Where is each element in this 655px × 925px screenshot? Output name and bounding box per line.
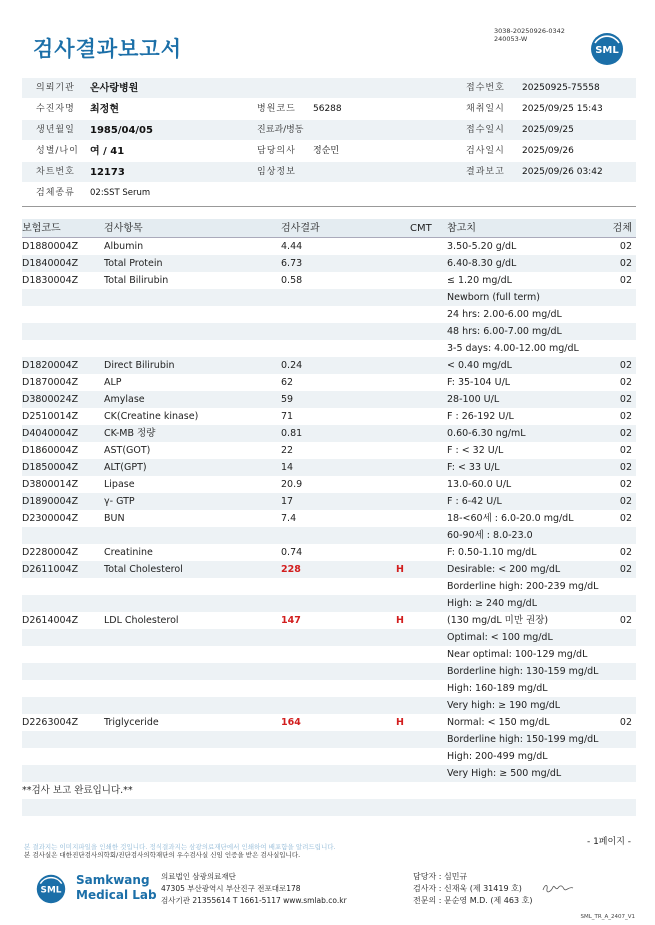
cell-item: AST(GOT): [104, 445, 151, 456]
signatory-line: 전문의 : 문순영 M.D. (제 463 호): [413, 896, 533, 905]
specimen-label: 검체종류: [36, 188, 75, 198]
address-line: 의료법인 삼광의료재단: [161, 872, 236, 881]
collect-label: 채취일시: [466, 104, 505, 114]
cell-code: D2300004Z: [22, 513, 79, 524]
test-date-value: 2025/09/26: [522, 146, 574, 156]
cell-item: Creatinine: [104, 547, 153, 558]
cell-result: 17: [281, 496, 294, 507]
doctor-label: 담당의사: [257, 146, 296, 156]
cell-ref: F : 6-42 U/L: [447, 496, 502, 507]
cell-ref: Borderline high: 130-159 mg/dL: [447, 666, 599, 677]
sml-logo-icon: [589, 31, 625, 67]
cell-ref: Optimal: < 100 mg/dL: [447, 632, 553, 643]
cell-code: D2263004Z: [22, 717, 79, 728]
cell-code: D1860004Z: [22, 445, 79, 456]
cell-ref: 18-<60세 : 6.0-20.0 mg/dL: [447, 513, 574, 524]
chart-label: 차트번호: [36, 167, 75, 177]
cell-code: D1830004Z: [22, 275, 79, 286]
test-date-label: 검사일시: [466, 146, 505, 156]
cell-spec: 02: [619, 564, 632, 575]
cell-spec: 02: [619, 615, 632, 626]
cell-spec: 02: [619, 241, 632, 252]
cell-result: 6.73: [281, 258, 303, 269]
info-row: [22, 120, 636, 141]
cell-ref: F: 0.50-1.10 mg/dL: [447, 547, 537, 558]
info-row: [22, 183, 636, 204]
cell-ref: Newborn (full term): [447, 292, 540, 303]
cell-ref: Near optimal: 100-129 mg/dL: [447, 649, 588, 660]
sexage-value: 여 / 41: [90, 146, 125, 157]
cell-ref: (130 mg/dL 미만 권장): [447, 615, 549, 626]
cell-result: 147: [281, 615, 301, 626]
cell-code: D1850004Z: [22, 462, 79, 473]
cell-code: D2510014Z: [22, 411, 79, 422]
logo-text: SML: [595, 45, 619, 56]
patient-info: [22, 78, 636, 204]
cell-result: 62: [281, 377, 294, 388]
cell-item: γ- GTP: [104, 496, 135, 507]
address-line: 47305 부산광역시 부산진구 전포대로178: [161, 884, 301, 893]
cell-item: Lipase: [104, 479, 135, 490]
cell-ref: < 0.40 mg/dL: [447, 360, 512, 371]
table-row: [22, 527, 636, 544]
cell-spec: 02: [619, 275, 632, 286]
info-row: [22, 78, 636, 99]
cell-ref: 13.0-60.0 U/L: [447, 479, 512, 490]
cell-code: D2611004Z: [22, 564, 79, 575]
cell-cmt: H: [396, 717, 404, 728]
cell-result: 59: [281, 394, 294, 405]
signatory-line: 검사자 : 신재욱 (제 31419 호): [413, 884, 522, 893]
table-row: [22, 680, 636, 697]
report-value: 2025/09/26 03:42: [522, 167, 603, 177]
specimen-value: 02:SST Serum: [90, 188, 151, 198]
cell-item: ALT(GPT): [104, 462, 147, 473]
cell-ref: F : 26-192 U/L: [447, 411, 514, 422]
sexage-label: 성별/나이: [36, 146, 79, 156]
cell-ref: 3-5 days: 4.00-12.00 mg/dL: [447, 343, 579, 354]
signatories: [413, 871, 532, 907]
divider: [22, 206, 636, 207]
cell-item: CK-MB 정량: [104, 428, 156, 439]
table-row: [22, 238, 636, 255]
table-row: [22, 357, 636, 374]
table-row: [22, 765, 636, 782]
table-row: [22, 374, 636, 391]
birth-value: 1985/04/05: [90, 125, 153, 136]
hosp-code-label: 병원코드: [257, 104, 296, 114]
cell-ref: 24 hrs: 2.00-6.00 mg/dL: [447, 309, 562, 320]
table-row: [22, 561, 636, 578]
lab-address: [161, 871, 347, 907]
table-row: [22, 323, 636, 340]
header-ref: 참고치: [447, 223, 476, 234]
cell-ref: 60-90세 : 8.0-23.0: [447, 530, 533, 541]
cell-spec: 02: [619, 360, 632, 371]
cell-ref: 6.40-8.30 g/dL: [447, 258, 517, 269]
cell-spec: 02: [619, 394, 632, 405]
sml-logo-icon: [35, 873, 67, 905]
patient-label: 수진자명: [36, 104, 75, 114]
table-row: [22, 629, 636, 646]
cell-item: LDL Cholesterol: [104, 615, 179, 626]
cell-result: 22: [281, 445, 294, 456]
cell-result: 228: [281, 564, 301, 575]
signature-image: [541, 881, 575, 895]
cell-item: Amylase: [104, 394, 145, 405]
cell-ref: Very High: ≥ 500 mg/dL: [447, 768, 562, 779]
cell-ref: Borderline high: 200-239 mg/dL: [447, 581, 599, 592]
cell-code: **검사 보고 완료입니다.**: [22, 785, 133, 796]
table-row: [22, 340, 636, 357]
table-row: [22, 476, 636, 493]
cell-spec: 02: [619, 258, 632, 269]
cell-item: Triglyceride: [104, 717, 159, 728]
cell-code: D3800014Z: [22, 479, 79, 490]
table-row: [22, 578, 636, 595]
header-code: 보험코드: [22, 223, 61, 234]
table-header: [22, 219, 636, 238]
info-row: [22, 141, 636, 162]
table-row: [22, 493, 636, 510]
print-notice: 본 결과지는 이미지파일을 인쇄한 것입니다. 정식결과지는 삼광의료재단에서 인쇄하여 배포함을 알려드립니다.: [24, 843, 336, 851]
cell-item: Total Cholesterol: [104, 564, 183, 575]
table-row: [22, 510, 636, 527]
cell-ref: High: ≥ 240 mg/dL: [447, 598, 537, 609]
cell-cmt: H: [396, 564, 404, 575]
table-row: [22, 272, 636, 289]
header-item: 검사항목: [104, 223, 143, 234]
cell-ref: ≤ 1.20 mg/dL: [447, 275, 512, 286]
cell-ref: F: < 33 U/L: [447, 462, 500, 473]
cell-spec: 02: [619, 462, 632, 473]
cell-code: D1880004Z: [22, 241, 79, 252]
recv-value: 2025/09/25: [522, 125, 574, 135]
form-code: SML_TR_A_2407_V1: [580, 914, 635, 920]
cell-code: D2280004Z: [22, 547, 79, 558]
brand-line: Samkwang: [76, 873, 150, 887]
cell-result: 0.24: [281, 360, 303, 371]
signatory-line: 담당자 : 심민규: [413, 872, 468, 881]
table-row: [22, 255, 636, 272]
doc-id-line: 3038-20250926-0342: [494, 27, 565, 35]
report-label: 결과보고: [466, 167, 505, 177]
table-row: [22, 391, 636, 408]
cell-ref: 28-100 U/L: [447, 394, 500, 405]
clinical-label: 임상정보: [257, 167, 296, 177]
cell-result: 0.58: [281, 275, 303, 286]
table-row: [22, 544, 636, 561]
cell-spec: 02: [619, 377, 632, 388]
table-row: [22, 748, 636, 765]
cell-spec: 02: [619, 717, 632, 728]
cell-result: 7.4: [281, 513, 297, 524]
cell-ref: Normal: < 150 mg/dL: [447, 717, 550, 728]
cell-ref: Desirable: < 200 mg/dL: [447, 564, 561, 575]
dept-label: 진료과/병동: [257, 125, 304, 135]
page-title: 검사결과보고서: [33, 37, 183, 61]
table-row: [22, 782, 636, 799]
patient-value: 최정현: [90, 104, 119, 115]
table-row: [22, 595, 636, 612]
receipt-no-value: 20250925-75558: [522, 83, 600, 93]
cell-item: ALP: [104, 377, 122, 388]
hospital-value: 온사랑병원: [90, 83, 139, 94]
cell-ref: 3.50-5.20 g/dL: [447, 241, 517, 252]
cell-result: 71: [281, 411, 294, 422]
cell-result: 164: [281, 717, 301, 728]
brand-line: Medical Lab: [76, 888, 157, 902]
address-line: 검사기관 21355614 T 1661-5117 www.smlab.co.kr: [161, 896, 347, 905]
header-result: 검사결과: [281, 223, 320, 234]
table-row: [22, 663, 636, 680]
cell-spec: 02: [619, 479, 632, 490]
cell-spec: 02: [619, 496, 632, 507]
table-row: [22, 425, 636, 442]
doctor-value: 정순민: [313, 146, 340, 156]
collect-value: 2025/09/25 15:43: [522, 104, 603, 114]
header-spec: 검체: [612, 223, 632, 234]
table-row: [22, 289, 636, 306]
info-row: [22, 162, 636, 183]
accreditation-notice: 본 검사실은 대한진단검사의학회/진단검사의학재단의 우수검사실 신임 인증을 받은 검사실입니다.: [24, 851, 301, 859]
cell-code: D1820004Z: [22, 360, 79, 371]
table-row: [22, 731, 636, 748]
recv-label: 접수일시: [466, 125, 505, 135]
table-row: [22, 612, 636, 629]
cell-spec: 02: [619, 513, 632, 524]
info-row: [22, 99, 636, 120]
table-body: [22, 238, 636, 816]
table-row: [22, 799, 636, 816]
table-row: [22, 459, 636, 476]
results-table: [22, 219, 636, 816]
cell-code: D3800024Z: [22, 394, 79, 405]
cell-code: D4040004Z: [22, 428, 79, 439]
table-row: [22, 646, 636, 663]
receipt-no-label: 접수번호: [466, 83, 505, 93]
table-row: [22, 714, 636, 731]
cell-item: CK(Creatine kinase): [104, 411, 199, 422]
table-row: [22, 697, 636, 714]
cell-result: 0.81: [281, 428, 303, 439]
cell-code: D1890004Z: [22, 496, 79, 507]
cell-item: Albumin: [104, 241, 144, 252]
document-id: [494, 27, 565, 43]
cell-ref: High: 200-499 mg/dL: [447, 751, 548, 762]
table-row: [22, 306, 636, 323]
cell-item: Total Bilirubin: [104, 275, 169, 286]
brand-name: [76, 873, 157, 903]
cell-ref: 48 hrs: 6.00-7.00 mg/dL: [447, 326, 562, 337]
cell-ref: Very high: ≥ 190 mg/dL: [447, 700, 561, 711]
cell-spec: 02: [619, 411, 632, 422]
cell-ref: Borderline high: 150-199 mg/dL: [447, 734, 599, 745]
cell-cmt: H: [396, 615, 404, 626]
cell-spec: 02: [619, 547, 632, 558]
table-row: [22, 408, 636, 425]
cell-result: 14: [281, 462, 294, 473]
hospital-label: 의뢰기관: [36, 83, 75, 93]
cell-ref: F: 35-104 U/L: [447, 377, 511, 388]
cell-spec: 02: [619, 428, 632, 439]
cell-item: BUN: [104, 513, 125, 524]
header-cmt: CMT: [410, 223, 432, 234]
table-row: [22, 442, 636, 459]
birth-label: 생년월일: [36, 125, 75, 135]
cell-item: Total Protein: [104, 258, 163, 269]
cell-code: D1840004Z: [22, 258, 79, 269]
chart-value: 12173: [90, 167, 125, 178]
cell-item: Direct Bilirubin: [104, 360, 175, 371]
cell-spec: 02: [619, 445, 632, 456]
cell-result: 20.9: [281, 479, 303, 490]
cell-code: D1870004Z: [22, 377, 79, 388]
cell-ref: High: 160-189 mg/dL: [447, 683, 548, 694]
doc-id-line: 240053-W: [494, 35, 528, 43]
hosp-code-value: 56288: [313, 104, 342, 114]
cell-code: D2614004Z: [22, 615, 79, 626]
logo-text: SML: [40, 885, 62, 896]
cell-result: 0.74: [281, 547, 303, 558]
page-number: - 1페이지 -: [586, 837, 631, 847]
cell-ref: F : < 32 U/L: [447, 445, 504, 456]
cell-ref: 0.60-6.30 ng/mL: [447, 428, 526, 439]
cell-result: 4.44: [281, 241, 303, 252]
